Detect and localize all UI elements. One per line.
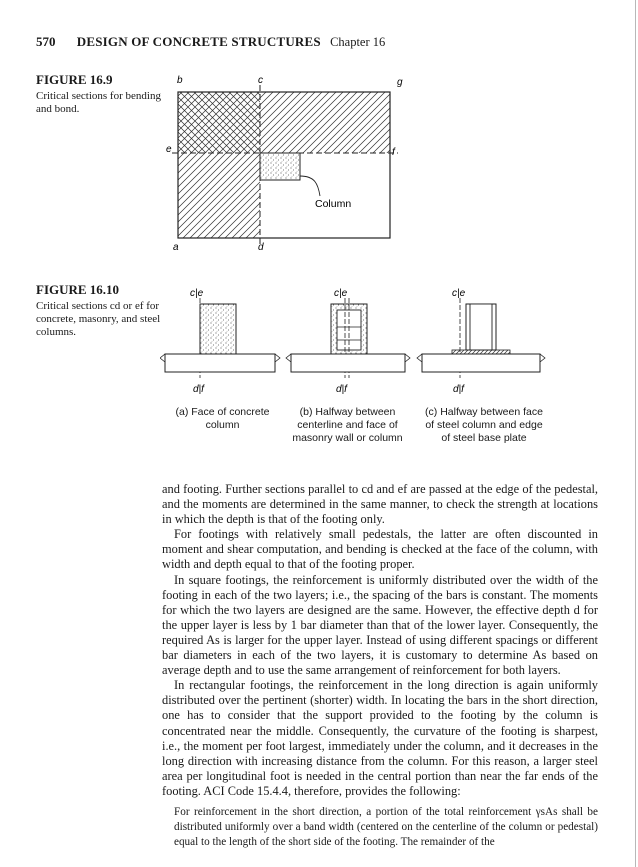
panel-c-top-label: c|e [452,288,466,299]
figure-16-9-caption [36,72,161,116]
paragraph-4: In rectangular footings, the reinforcement in the long direction is again uniformly distributed over the pertinent (shorter) width. In locating the bars in the short direction, one has to consider that the support provided to the footing by the column is concentrated near the middle. Consequently, the curvature of the footing is sharpest, i.e., the moment per foot largest, immediately under the column, and it decreases in the long direction with increasing distance from the column. For this reason, a larger steel area per longitudinal foot is needed in the central portion than near the far ends of the footing. ACI Code 15.4.4, therefore, provides the following: [162,678,598,798]
running-header [36,34,385,50]
column-label: Column [315,198,352,210]
figure-16-10-caption [36,282,161,339]
caption-line: masonry wall or column [292,432,403,444]
figure-16-10-diagram [160,282,600,402]
caption-line: of steel column and edge [425,419,543,431]
caption-line: of steel base plate [441,432,527,444]
panel-a-drawing [160,288,280,395]
figure-number: FIGURE 16.10 [36,282,120,297]
label-a: a [173,242,179,253]
caption-line: (c) Halfway between face [425,406,543,418]
caption-line: centerline and face of [297,419,398,431]
panel-a-caption [160,406,285,432]
panel-c-bottom-label: d|f [453,384,464,395]
paragraph-3: In square footings, the reinforcement is uniformly distributed over the width of the footing in each of the two layers; i.e., the spacing of the bars is constant. The moments for which the two layers are designed are the same. However, the effective depth d for the upper layer is less by 1 bar diameter than that of the lower layer. Consequently, the required As is larger for the upper layer. Instead of using different spacings or different bar diameters in each of the two layers, it is customary to determine As based on average depth and to use the same arrangement of reinforcement for both layers. [162,572,598,678]
label-c: c [258,75,263,86]
paragraph-2: For footings with relatively small pedestals, the latter are often discounted in moment and shear computation, and bending is checked at the face of the column, with width and depth equal to that of the footing proper. [162,527,598,572]
figure-caption-text: Critical sections cd or ef for concrete, masonry, and steel columns. [36,300,161,338]
panel-a-top-label: c|e [190,288,204,299]
label-e: e [166,144,172,155]
figure-caption-text: Critical sections for bending and bond. [36,90,161,115]
panel-a-bottom-label: d|f [193,384,204,395]
figure-16-9-diagram [160,72,420,262]
panel-b-drawing [286,288,410,395]
panel-b-top-label: c|e [334,288,348,299]
paragraph-1: and footing. Further sections parallel to cd and ef are passed at the edge of the pedestal, and the moments are determined in the same manner, to check the strength at locations in which the depth is that of the footing only. [162,482,598,527]
panel-c-drawing [417,288,545,395]
caption-line: column [205,419,240,431]
figure-number: FIGURE 16.9 [36,72,113,87]
aci-code-quote: For reinforcement in the short direction, a portion of the total reinforcement γsAs shall be distributed uniformly over a band width (centered on the centerline of the column or pedestal) equal to the length of the short side of the footing. The remainder of the [174,805,598,848]
chapter-label: Chapter 16 [330,35,386,49]
label-d: d [258,242,264,253]
page-number: 570 [36,34,56,49]
label-b: b [177,75,183,86]
label-f: f [392,147,395,158]
panel-b-caption [285,406,410,445]
running-title: DESIGN OF CONCRETE STRUCTURES [76,34,321,49]
panel-c-caption [414,406,554,445]
body-text [162,482,598,850]
caption-line: (b) Halfway between [299,406,396,418]
caption-line: (a) Face of concrete [175,406,270,418]
panel-b-bottom-label: d|f [336,384,347,395]
label-g: g [397,77,403,88]
page-edge-line [635,0,636,867]
